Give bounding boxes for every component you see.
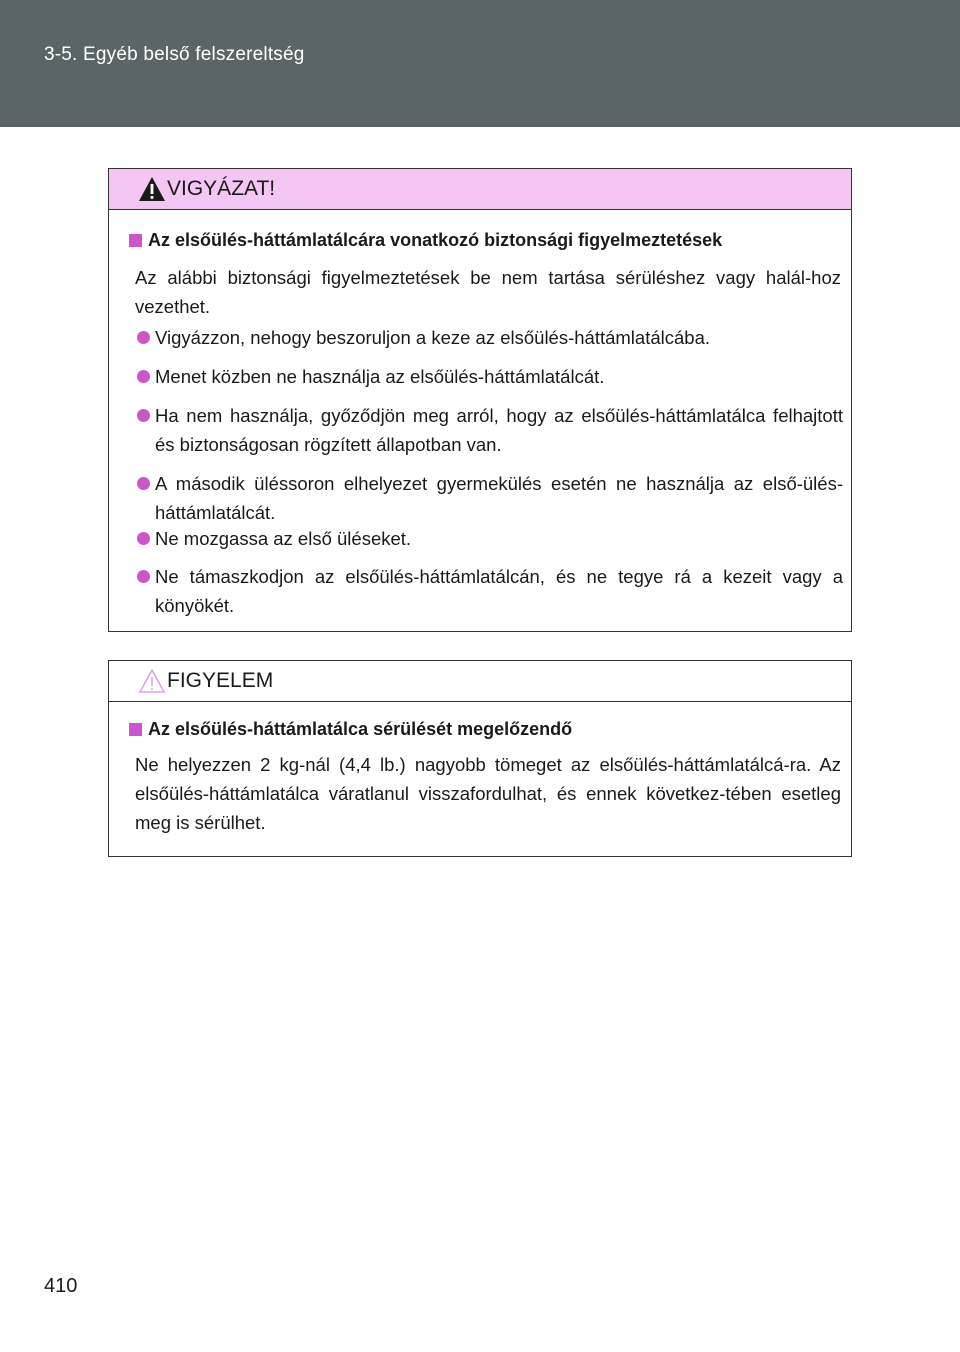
round-bullet-icon: [137, 370, 150, 383]
warning-bullet: Vigyázzon, nehogy beszoruljon a keze az elsőülés-háttámlatálcába.: [135, 323, 843, 352]
round-bullet-icon: [137, 477, 150, 490]
warning-intro: Az alábbi biztonsági figyelmeztetések be nem tartása sérüléshez vagy halál-hoz vezethet.: [135, 267, 841, 317]
round-bullet-icon: [137, 409, 150, 422]
page-number: 410: [44, 1275, 78, 1297]
warning-section-title: Az elsőülés-háttámlatálcára vonatkozó biztonsági figyelmeztetések: [129, 230, 722, 251]
warning-box: [108, 168, 852, 632]
round-bullet-icon: [137, 532, 150, 545]
notice-box: [108, 660, 852, 857]
warning-header: [109, 169, 851, 210]
square-bullet-icon: [129, 723, 142, 736]
warning-bullet: Menet közben ne használja az elsőülés-háttámlatálcát.: [135, 362, 843, 391]
notice-body: Ne helyezzen 2 kg-nál (4,4 lb.) nagyobb tömeget az elsőülés-háttámlatálcá-ra. Az elsőülés-háttámlatálca váratlanul visszafordulhat, és ennek következ-tében esetleg meg is sérülhet.: [135, 754, 841, 833]
square-bullet-icon: [129, 234, 142, 247]
warning-triangle-icon: [137, 175, 167, 203]
warning-bullet: Ha nem használja, győződjön meg arról, hogy az elsőülés-háttámlatálca felhajtott és biztonságosan rögzített állapotban van.: [135, 401, 843, 459]
notice-section-title: Az elsőülés-háttámlatálca sérülését megelőzendő: [129, 719, 572, 740]
warning-bullet: Ne támaszkodjon az elsőülés-háttámlatálcán, és ne tegye rá a kezeit vagy a könyökét.: [135, 562, 843, 620]
notice-title: FIGYELEM: [167, 669, 274, 692]
round-bullet-icon: [137, 570, 150, 583]
notice-header: [109, 661, 851, 702]
caution-triangle-icon: [137, 667, 167, 695]
round-bullet-icon: [137, 331, 150, 344]
page-header: [0, 0, 960, 127]
warning-bullet: A második üléssoron elhelyezet gyermekülés esetén ne használja az első-ülés-háttámlatálcát.: [135, 469, 843, 527]
section-breadcrumb: 3-5. Egyéb belső felszereltség: [44, 44, 305, 65]
warning-bullet: Ne mozgassa az első üléseket.: [135, 524, 843, 553]
warning-title: VIGYÁZAT!: [167, 177, 276, 200]
